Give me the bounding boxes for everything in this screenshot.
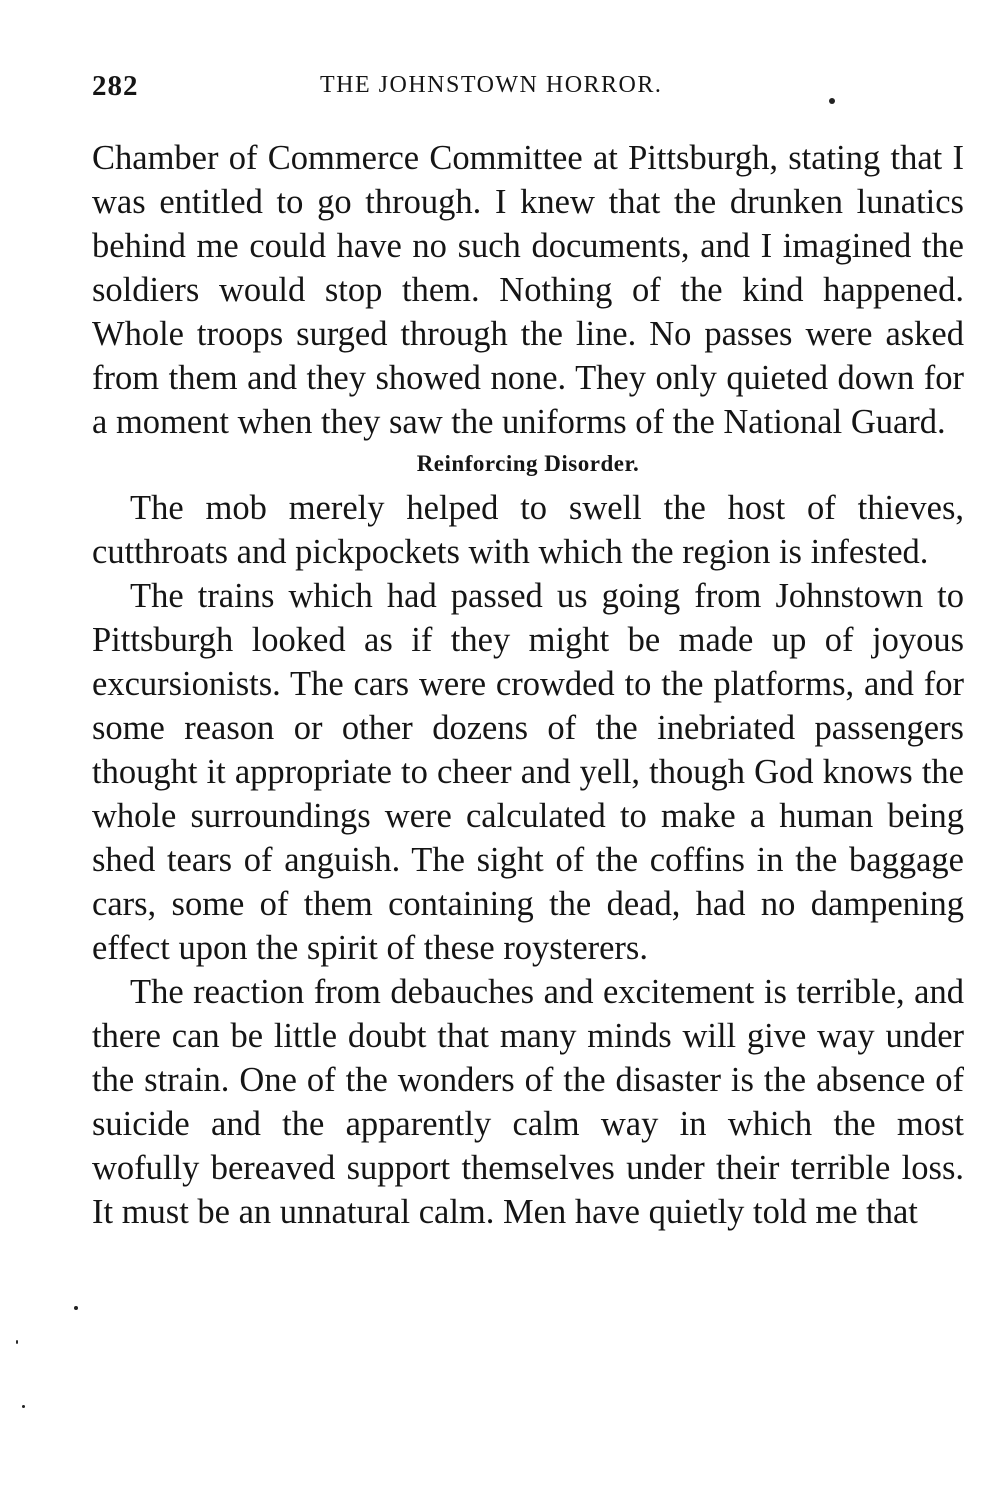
page-number: 282 bbox=[92, 70, 139, 102]
running-head bbox=[92, 70, 962, 110]
section-heading: Reinforcing Disorder. bbox=[416, 451, 640, 476]
paragraph-reaction: The reaction from debauches and excitement is terrible, and there can be little doubt that many minds will give way under the strain. One of the wonders of the disaster is the absence of suicide and the apparently calm way in which the most wofully bereaved support themselves under their terrible loss. It must be an unnatural calm. Men have quietly told me that bbox=[92, 973, 964, 1231]
paragraph-mob: The mob merely helped to swell the host of thieves, cutthroats and pickpockets with which the region is infested. bbox=[92, 489, 964, 571]
scan-speck bbox=[829, 98, 835, 104]
scan-speck bbox=[22, 1405, 25, 1408]
paragraph-trains: The trains which had passed us going from Johnstown to Pittsburgh looked as if they might be made up of joyous excursionists. The cars were crowded to the platforms, and for some reason or other dozens of the inebriated passengers thought it appropriate to cheer and yell, though God knows the whole surroundings were calculated to make a human being shed tears of anguish. The sight of the coffins in the baggage cars, some of them containing the dead, had no dampening effect upon the spirit of these roysterers. bbox=[92, 577, 964, 967]
running-title: THE JOHNSTOWN HORROR. bbox=[320, 72, 663, 98]
body-text bbox=[92, 136, 964, 1234]
scan-speck bbox=[74, 1306, 78, 1310]
scan-speck bbox=[16, 1340, 18, 1344]
paragraph-continued: Chamber of Commerce Committee at Pittsburgh, stating that I was entitled to go through. I knew that the drunken lunatics behind me could have no such documents, and I imagined the soldiers would stop them. Nothing of the kind happened. Whole troops surged through the line. No passes were asked from them and they showed none. They only quieted down for a moment when they saw the uniforms of the National Guard. bbox=[92, 139, 964, 441]
